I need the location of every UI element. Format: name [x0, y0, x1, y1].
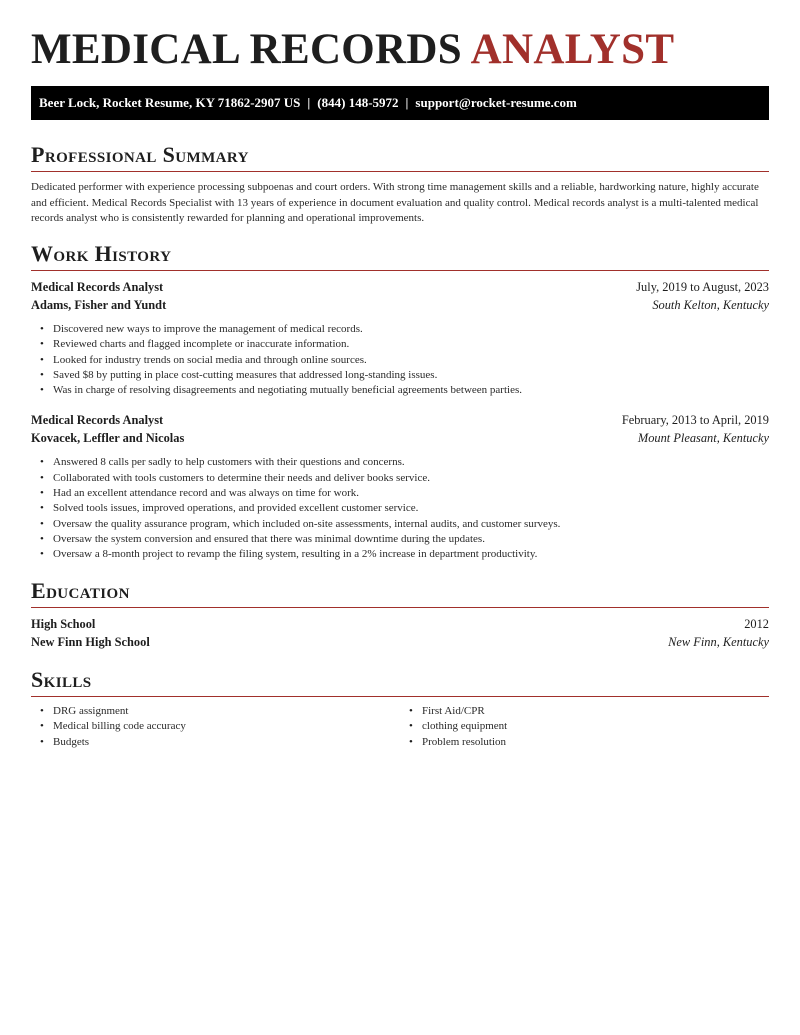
work-history-section: [31, 241, 769, 563]
summary-text: Dedicated performer with experience processing subpoenas and court orders. With strong time management skills and a reliable, hardworking nature, highly accurate and efficient. Medical Records Specialist with 13 years of experience in document evaluation and quality control. Medical records analyst is a multi-talented medical records analyst who is consistently rewarded for planning and operational improvements.: [31, 181, 759, 224]
education-school: New Finn High School: [31, 634, 150, 649]
skill-item: • Medical billing code accuracy: [53, 719, 400, 734]
skill-item: • DRG assignment: [53, 704, 400, 719]
job-bullet: • Collaborated with tools customers to determine their needs and deliver books service.: [53, 471, 769, 486]
job-dates: February, 2013 to April, 2019: [621, 413, 769, 428]
job-bullets: [31, 322, 769, 398]
skill-item: • clothing equipment: [422, 719, 769, 734]
resume-name: [31, 24, 674, 76]
contact-email[interactable]: support@rocket-resume.com: [415, 95, 577, 110]
job-bullet: • Answered 8 calls per sadly to help customers with their questions and concerns.: [53, 455, 769, 470]
job-bullet: • Oversaw the quality assurance program, which included on-site assessments, internal audits, and customer surveys.: [53, 517, 769, 532]
skills-list-left: [31, 704, 400, 750]
job-company: Adams, Fisher and Yundt: [31, 297, 167, 312]
education-title: Education: [31, 578, 769, 608]
skill-item: • First Aid/CPR: [422, 704, 769, 719]
summary-section: [31, 142, 769, 227]
name-last: ANALYST: [470, 26, 675, 73]
job-bullet: • Was in charge of resolving disagreements and negotiating mutually beneficial agreements between parties.: [53, 383, 769, 398]
education-entry: [31, 617, 769, 652]
skills-list-right: [400, 704, 769, 750]
work-history-title: Work History: [31, 241, 769, 271]
job-bullet: • Looked for industry trends on social media and through online sources.: [53, 353, 769, 368]
contact-bar: [31, 86, 769, 120]
education-section: [31, 578, 769, 652]
summary-title: Professional Summary: [31, 142, 769, 172]
job-dates: July, 2019 to August, 2023: [636, 280, 769, 294]
skills-section: [31, 667, 769, 750]
skills-columns: [31, 697, 769, 750]
job-bullet: • Had an excellent attendance record and was always on time for work.: [53, 486, 769, 501]
job-entry: [31, 413, 769, 562]
job-bullet: • Saved $8 by putting in place cost-cutting measures that addressed long-standing issues.: [53, 368, 769, 383]
contact-separator: |: [405, 95, 409, 110]
job-location: Mount Pleasant, Kentucky: [637, 430, 769, 445]
job-company: Kovacek, Leffler and Nicolas: [31, 430, 185, 445]
education-degree: High School: [31, 617, 96, 631]
education-year: 2012: [744, 617, 769, 631]
contact-address: Beer Lock, Rocket Resume, KY 71862-2907 US: [39, 95, 301, 110]
job-location: South Kelton, Kentucky: [652, 297, 769, 312]
job-entry: [31, 280, 769, 398]
contact-separator: |: [307, 95, 311, 110]
education-location: New Finn, Kentucky: [668, 634, 769, 649]
skill-item: • Budgets: [53, 735, 400, 750]
job-bullet: • Solved tools issues, improved operations, and provided excellent customer service.: [53, 501, 769, 516]
name-first: MEDICAL RECORDS: [31, 26, 462, 73]
skill-item: • Problem resolution: [422, 735, 769, 750]
job-position: Medical Records Analyst: [31, 280, 164, 294]
job-bullet: • Oversaw a 8-month project to revamp the filing system, resulting in a 2% increase in department productivity.: [53, 547, 769, 562]
job-position: Medical Records Analyst: [31, 413, 164, 428]
job-bullet: • Discovered new ways to improve the management of medical records.: [53, 322, 769, 337]
job-bullet: • Reviewed charts and flagged incomplete or inaccurate information.: [53, 337, 769, 352]
contact-phone: (844) 148-5972: [317, 95, 399, 110]
skills-title: Skills: [31, 667, 769, 697]
job-bullet: • Oversaw the system conversion and ensured that there was minimal downtime during the updates.: [53, 532, 769, 547]
job-bullets: [31, 455, 769, 562]
